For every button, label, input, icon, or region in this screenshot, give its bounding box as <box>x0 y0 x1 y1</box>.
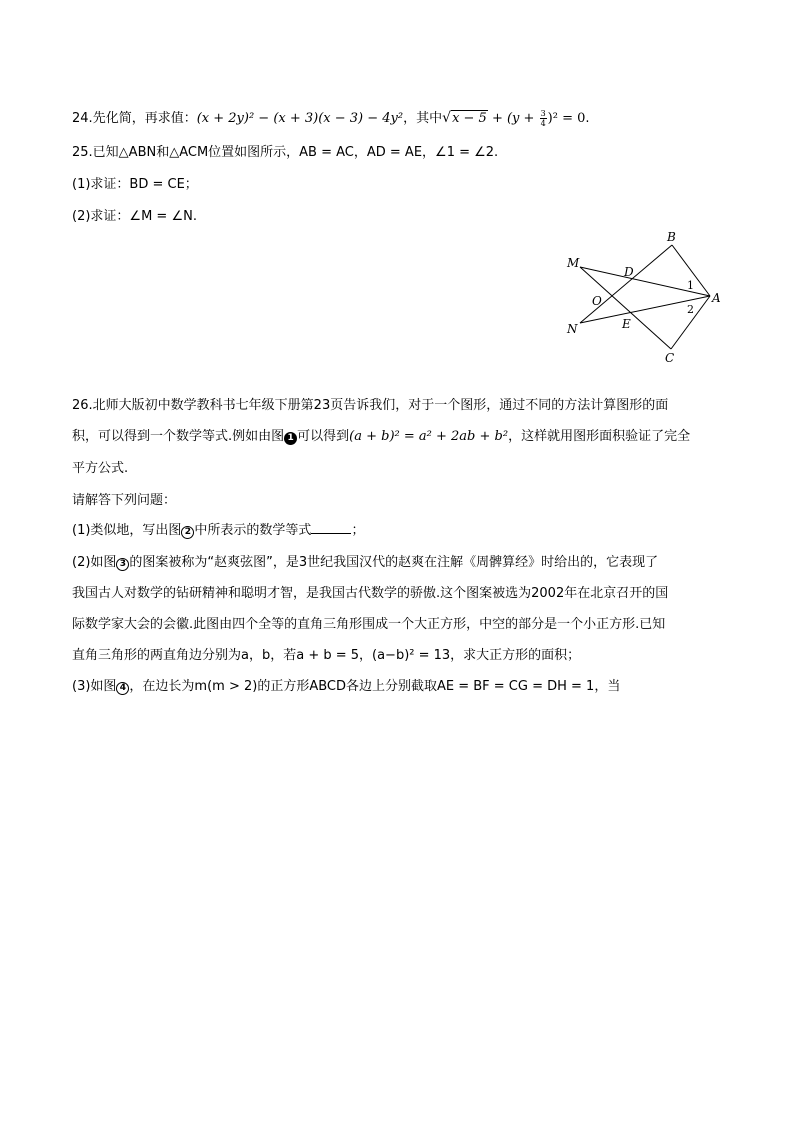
expression: (x + 2y)² − (x + 3)(x − 3) − 4y² <box>196 111 404 126</box>
question-26-part2-line2: 我国古人对数学的钻研精神和聪明才智，是我国古代数学的骄傲.这个图案被选为2002年在北京召开的国 <box>72 586 669 601</box>
question-26-part2-line3: 际数学家大会的会徽.此图由四个全等的直角三角形围成一个大正方形，中空的部分是一个小正方形.已知 <box>72 617 666 632</box>
question-24: 24.先化简，再求值：(x + 2y)² − (x + 3)(x − 3) − 4y²，其中√x − 5 + (y + $\frac{3}{4}$ )² = 0. <box>72 109 590 128</box>
expression: (a + b)² = a² + 2ab + b² <box>349 429 509 444</box>
label-O: O <box>592 294 602 308</box>
label-B: B <box>667 230 676 244</box>
question-26-part2: (2)如图 3 的图案被称为“赵爽弦图”，是3世纪我国汉代的赵爽在注解《周髀算经》时给出的，它表现了 <box>72 555 659 570</box>
question-26-part2-line4: 直角三角形的两直角边分别为a，b，若a + b = 5，(a−b)² = 13，求大正方形的面积； <box>72 648 581 663</box>
question-text: 先化简，再求值： <box>92 111 197 126</box>
label-angle-1: 1 <box>687 279 694 292</box>
question-number: 24. <box>72 111 93 126</box>
question-26-line1: 26.北师大版初中数学教科书七年级下册第23页告诉我们，对于一个图形，通过不同的方法计算图形的面 <box>72 398 669 413</box>
figure-ref-4: 4 <box>116 682 129 695</box>
question-25-part2: (2)求证：∠M = ∠N. <box>72 209 197 224</box>
question-26-line3: 平方公式. <box>72 461 129 476</box>
condition-part: + (y + <box>487 111 539 126</box>
question-25-stem: 25.已知△ABN和△ACM位置如图所示，AB = AC，AD = AE，∠1 = ∠2. <box>72 145 499 160</box>
label-C: C <box>665 351 675 365</box>
figure-ref-2: 2 <box>181 526 194 539</box>
label-angle-2: 2 <box>687 303 694 316</box>
condition-part: )² = 0 <box>547 111 586 126</box>
sqrt-term: √x − 5 <box>442 110 487 126</box>
fraction: $\frac{3}{4}$ <box>540 109 546 128</box>
question-text: ，其中 <box>403 111 443 126</box>
label-A: A <box>712 291 721 305</box>
question-26-part1: (1)类似地，写出图 2 中所表示的数学等式 ； <box>72 523 365 538</box>
label-E: E <box>622 317 631 331</box>
figure-ref-3: 3 <box>116 558 129 571</box>
question-25-part1: (1)求证：BD = CE； <box>72 177 198 192</box>
question-26-part3: (3)如图 4 ，在边长为m(m > 2)的正方形ABCD各边上分别截取AE = BF = CG = DH = 1，当 <box>72 679 621 694</box>
segment-MC <box>580 267 671 349</box>
label-N: N <box>567 322 578 336</box>
label-M: M <box>567 256 580 270</box>
question-26-line2: 积，可以得到一个数学等式.例如由图 1 可以得到(a + b)² = a² + 2ab + b²，这样就用图形面积验证了完全 <box>72 429 691 444</box>
question-26-line4: 请解答下列问题： <box>72 493 177 508</box>
label-D: D <box>624 265 634 279</box>
answer-blank <box>311 521 351 534</box>
figure-ref-1: 1 <box>284 432 297 445</box>
